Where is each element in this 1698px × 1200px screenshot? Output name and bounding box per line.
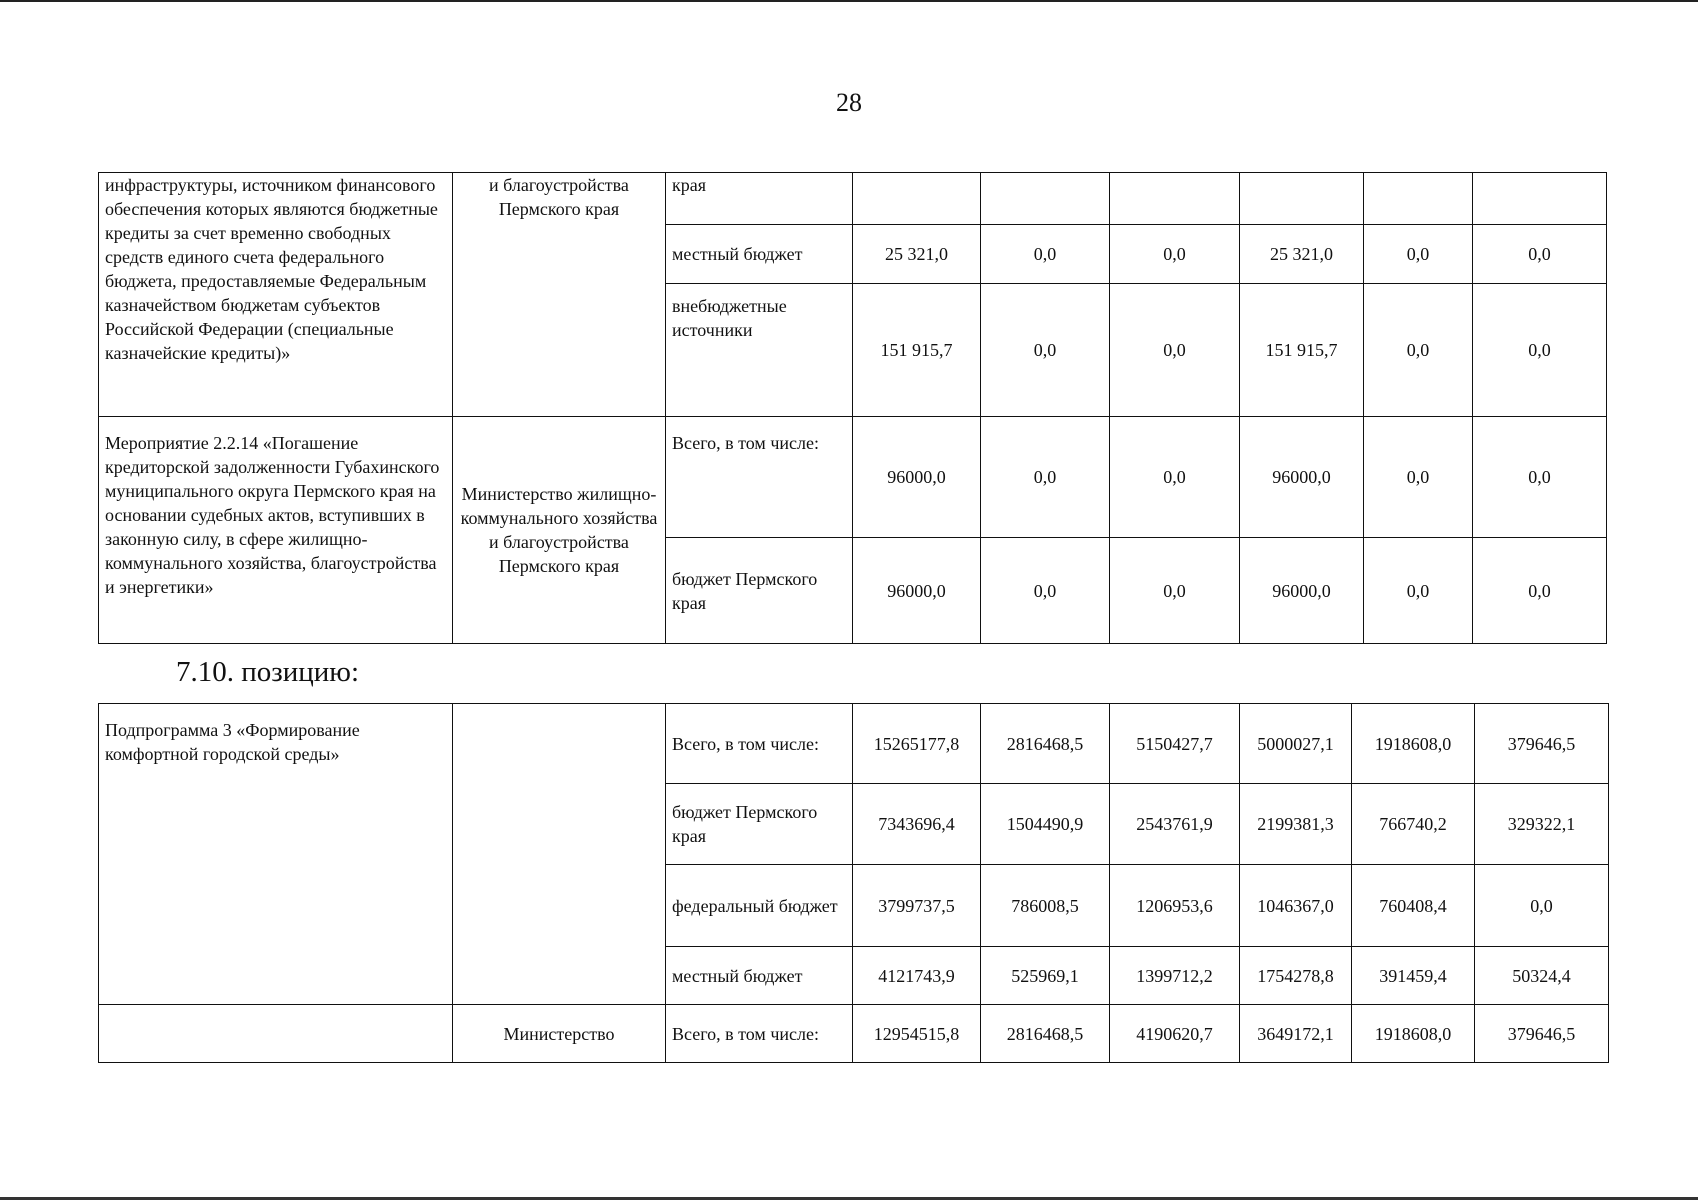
value-cell: 96000,0	[853, 538, 981, 644]
value-cell: 2816468,5	[981, 1005, 1110, 1063]
value-cell: 25 321,0	[1240, 225, 1364, 284]
value-cell: 3649172,1	[1240, 1005, 1352, 1063]
value-cell: 766740,2	[1352, 784, 1475, 865]
program-cell-empty	[99, 1005, 453, 1063]
value-cell: 0,0	[1110, 417, 1240, 538]
program-cell: инфраструктуры, источником финансового обеспечения которых являются бюджетные кредиты за счет временно свободных средств единого счета федерального бюджета, предоставляемые Федеральным казначейством бюджетам субъектов Российской Федерации (специальные казначейские кредиты)»	[99, 173, 453, 417]
table-row	[99, 1005, 1609, 1063]
value-cell: 0,0	[1364, 538, 1473, 644]
value-cell: 96000,0	[853, 417, 981, 538]
responsible-cell: Министерство	[453, 1005, 666, 1063]
value-cell: 1399712,2	[1110, 947, 1240, 1005]
value-cell: 0,0	[1110, 284, 1240, 417]
value-cell: 25 321,0	[853, 225, 981, 284]
value-cell: 379646,5	[1475, 1005, 1609, 1063]
value-cell: 5000027,1	[1240, 704, 1352, 784]
value-cell: 50324,4	[1475, 947, 1609, 1005]
value-cell: 4121743,9	[853, 947, 981, 1005]
page-number: 28	[836, 88, 862, 117]
value-cell: 151 915,7	[853, 284, 981, 417]
source-cell: бюджет Пермского края	[666, 538, 853, 644]
value-cell	[981, 173, 1110, 225]
source-cell: Всего, в том числе:	[666, 417, 853, 538]
source-cell: местный бюджет	[666, 947, 853, 1005]
value-cell: 0,0	[1473, 417, 1607, 538]
value-cell: 525969,1	[981, 947, 1110, 1005]
scan-edge-top	[0, 0, 1698, 2]
value-cell: 0,0	[1110, 538, 1240, 644]
value-cell: 0,0	[1364, 284, 1473, 417]
value-cell	[1364, 173, 1473, 225]
value-cell: 379646,5	[1475, 704, 1609, 784]
value-cell: 1046367,0	[1240, 865, 1352, 947]
source-cell: федеральный бюджет	[666, 865, 853, 947]
source-cell: Всего, в том числе:	[666, 704, 853, 784]
value-cell: 329322,1	[1475, 784, 1609, 865]
value-cell: 391459,4	[1352, 947, 1475, 1005]
value-cell: 2816468,5	[981, 704, 1110, 784]
value-cell: 12954515,8	[853, 1005, 981, 1063]
value-cell: 0,0	[981, 284, 1110, 417]
value-cell: 0,0	[1364, 417, 1473, 538]
value-cell: 0,0	[981, 417, 1110, 538]
value-cell: 96000,0	[1240, 538, 1364, 644]
program-cell: Подпрограмма 3 «Формирование комфортной городской среды»	[99, 704, 453, 1005]
table-subprogram	[98, 703, 1609, 1063]
source-cell: местный бюджет	[666, 225, 853, 284]
value-cell: 0,0	[1364, 225, 1473, 284]
value-cell: 760408,4	[1352, 865, 1475, 947]
value-cell: 7343696,4	[853, 784, 981, 865]
value-cell: 96000,0	[1240, 417, 1364, 538]
source-cell: бюджет Пермского края	[666, 784, 853, 865]
value-cell: 0,0	[981, 225, 1110, 284]
value-cell: 3799737,5	[853, 865, 981, 947]
value-cell: 4190620,7	[1110, 1005, 1240, 1063]
responsible-cell	[453, 704, 666, 1005]
source-cell: края	[666, 173, 853, 225]
value-cell	[1240, 173, 1364, 225]
value-cell	[853, 173, 981, 225]
value-cell: 2543761,9	[1110, 784, 1240, 865]
value-cell: 0,0	[1473, 284, 1607, 417]
program-cell: Мероприятие 2.2.14 «Погашение кредиторской задолженности Губахинского муниципального округа Пермского края на основании судебных актов, вступивших в законную силу, в сфере жилищно-коммунального хозяйства, благоустройства и энергетики»	[99, 417, 453, 644]
value-cell: 0,0	[1473, 538, 1607, 644]
value-cell: 15265177,8	[853, 704, 981, 784]
value-cell: 2199381,3	[1240, 784, 1352, 865]
source-cell: внебюджетные источники	[666, 284, 853, 417]
table-row	[99, 704, 1609, 784]
value-cell: 1504490,9	[981, 784, 1110, 865]
value-cell	[1110, 173, 1240, 225]
table-continuation	[98, 172, 1607, 644]
value-cell	[1473, 173, 1607, 225]
responsible-cell: и благоустройства Пермского края	[453, 173, 666, 417]
value-cell: 151 915,7	[1240, 284, 1364, 417]
table-row	[99, 417, 1607, 538]
value-cell: 0,0	[1110, 225, 1240, 284]
responsible-cell: Министерство жилищно-коммунального хозяйства и благоустройства Пермского края	[453, 417, 666, 644]
value-cell: 1754278,8	[1240, 947, 1352, 1005]
value-cell: 0,0	[981, 538, 1110, 644]
value-cell: 0,0	[1475, 865, 1609, 947]
value-cell: 786008,5	[981, 865, 1110, 947]
table-row	[99, 173, 1607, 225]
value-cell: 1918608,0	[1352, 704, 1475, 784]
source-cell: Всего, в том числе:	[666, 1005, 853, 1063]
value-cell: 5150427,7	[1110, 704, 1240, 784]
value-cell: 1918608,0	[1352, 1005, 1475, 1063]
value-cell: 0,0	[1473, 225, 1607, 284]
section-heading: 7.10. позицию:	[176, 656, 360, 688]
value-cell: 1206953,6	[1110, 865, 1240, 947]
